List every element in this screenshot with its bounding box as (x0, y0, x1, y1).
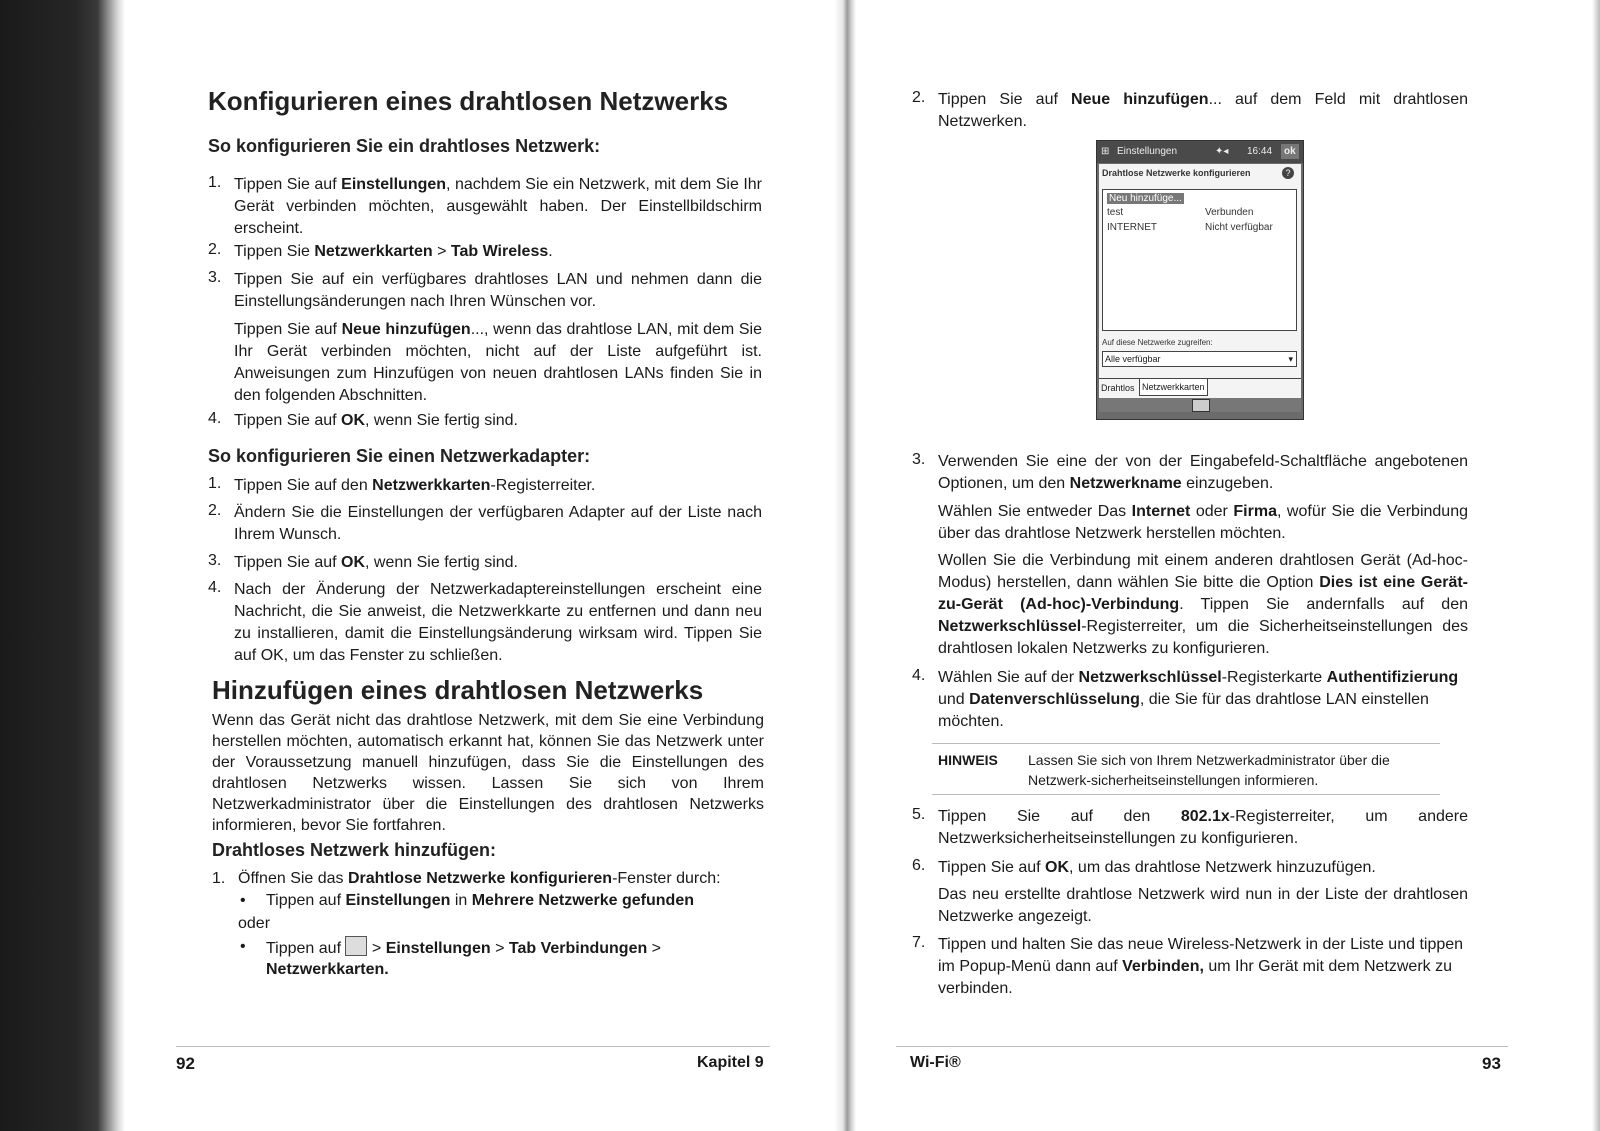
network-name[interactable]: INTERNET (1107, 222, 1157, 233)
paragraph: Das neu erstellte drahtlose Netzwerk wird nun in der Liste der drahtlosen Netzwerke angezeigt. (938, 886, 1468, 925)
page-edge (1592, 0, 1600, 1131)
note-rule-bottom (932, 794, 1440, 795)
page-fold (834, 0, 856, 1131)
access-select[interactable]: Alle verfügbar ▾ (1102, 351, 1297, 367)
list-item: Tippen Sie auf Neue hinzufügen..., wenn das drahtlose LAN, mit dem Sie Ihr Gerät verbinden möchten, nicht auf der Liste aufgeführt ist. Anweisungen zum Hinzufügen von neuen drahtlosen LANs finden Sie in den folgenden Abschnitten. (234, 321, 763, 404)
network-status: Verbunden (1205, 207, 1254, 218)
list-item: 4. Nach der Änderung der Netzwerkadaptereinstellungen erscheint eine Nachricht, die Sie anweist, die Netzwerkkarte zu entfernen und dann neu zu installieren, damit die Einstellungsänderung wirksam wird. Tippen Sie auf OK, um das Fenster zu schließen. (208, 579, 762, 664)
list-item: 2. Tippen Sie auf Neue hinzufügen... auf dem Feld mit drahtlosen Netzwerken. (912, 89, 1468, 130)
network-name[interactable]: test (1107, 207, 1124, 218)
list-item: 1. Tippen Sie auf den Netzwerkkarten-Registerreiter. (208, 475, 596, 494)
list-item: 6. Tippen Sie auf OK, um das drahtlose Netzwerk hinzuzufügen. (912, 857, 1376, 876)
footer-rule (896, 1046, 1508, 1047)
network-list (1102, 189, 1297, 331)
list-item: 5. Tippen Sie auf den 802.1x-Registerreiter, um andere Netzwerksicherheitseinstellungen zu konfigurieren. (912, 806, 1468, 847)
paragraph: Wählen Sie entweder Das Internet oder Firma, wofür Sie die Verbindung über das drahtlose Netzwerk herstellen möchten. (938, 503, 1468, 542)
footer-rule (176, 1046, 770, 1047)
windows-flag-icon: ⊞ (1101, 146, 1110, 157)
footer-title: Wi-Fi® (910, 1054, 961, 1071)
page-number: 93 (1482, 1054, 1501, 1073)
signal-icon: ✦◂ (1215, 146, 1229, 157)
section-title: Konfigurieren eines drahtlosen Netzwerks (208, 86, 729, 116)
intro-paragraph: Wenn das Gerät nicht das drahtlose Netzwerk, mit dem Sie eine Verbindung herstellen möchten, automatisch erkannt hat, können Sie das Netzwerk unter der Voraussetzung manuell hinzufügen, dass Sie die Einstellungen des drahtlosen Netzwerks wissen. Lassen Sie sich von Ihrem Netzwerkadministrator über die Einstellungen des drahtlosen Netzwerks informieren, bevor Sie fortfahren. (212, 712, 764, 834)
screen-title: Einstellungen (1117, 146, 1178, 157)
tab-drahtlos[interactable]: Drahtlos (1101, 383, 1135, 393)
list-item: 4. Wählen Sie auf der Netzwerkschlüssel-Registerkarte Authentifizierung und Datenverschlüsselung, die Sie für das drahtlose LAN einstellen möchten. (912, 667, 1459, 730)
screen-titlebar (1097, 141, 1303, 163)
tab-bar (1099, 378, 1301, 399)
list-item: 2. Ändern Sie die Einstellungen der verfügbaren Adapter auf der Liste nach Ihrem Wunsch. (208, 502, 762, 543)
list-item: 2. Tippen Sie Netzwerkkarten > Tab Wireless. (208, 241, 553, 260)
subsection-title: So konfigurieren Sie einen Netzwerkadapter: (208, 446, 591, 466)
note-rule-top (932, 743, 1440, 744)
screen-header: Drahtlose Netzwerke konfigurieren (1102, 168, 1251, 178)
list-item: 1. Tippen Sie auf Einstellungen, nachdem Sie ein Netzwerk, mit dem Sie Ihr Gerät verbinden möchten, ausgewählt haben. Der Einstellbildschirm erscheint. (208, 174, 762, 237)
clock: 16:44 (1247, 146, 1273, 157)
add-new-button[interactable]: Neu hinzufüge... (1109, 193, 1182, 204)
paragraph: Wollen Sie die Verbindung mit einem anderen drahtlosen Gerät (Ad-hoc-Modus) herstellen, dann wählen Sie bitte die Option Dies ist eine Gerät-zu-Gerät (Ad-hoc)-Verbindung. Tippen Sie andernfalls auf den Netzwerkschlüssel-Registerreiter, um die Sicherheitseinstellungen des drahtlosen lokalen Netzwerks zu konfigurieren. (938, 552, 1468, 657)
book-spine-shadow (0, 0, 125, 1131)
section-title: Hinzufügen eines drahtlosen Netzwerks (212, 675, 704, 705)
list-item: Tippen auf Einstellungen in Mehrere Netzwerke gefunden (266, 892, 694, 909)
ok-button[interactable]: ok (1281, 144, 1299, 159)
list-item: 3. Verwenden Sie eine der von der Eingabefeld-Schaltfläche angebotenen Optionen, um den Netzwerkname einzugeben. (912, 451, 1468, 492)
list-item: 3. Tippen Sie auf OK, wenn Sie fertig sind. (208, 552, 518, 571)
subsection-title: So konfigurieren Sie ein drahtloses Netzwerk: (208, 136, 601, 156)
list-item: 7. Tippen und halten Sie das neue Wireless-Netzwerk in der Liste und tippen im Popup-Menü dann auf Verbinden, um Ihr Gerät mit dem Netzwerk zu verbinden. (912, 934, 1464, 997)
subsection-title: Drahtloses Netzwerk hinzufügen: (212, 840, 497, 860)
list-item: oder (238, 915, 271, 932)
list-item-number: 1. (212, 870, 226, 887)
tab-netzwerkkarten[interactable]: Netzwerkkarten (1139, 379, 1208, 396)
list-item: Öffnen Sie das Drahtlose Netzwerke konfigurieren-Fenster durch: (238, 870, 721, 887)
chevron-down-icon: ▾ (1288, 354, 1293, 364)
list-item: 3. Tippen Sie auf ein verfügbares drahtloses LAN und nehmen dann die Einstellungsänderungen nach Ihren Wünschen vor. (208, 269, 762, 310)
start-menu-icon (345, 936, 367, 956)
network-status: Nicht verfügbar (1205, 222, 1273, 233)
page-number: 92 (176, 1054, 195, 1073)
note-text: Lassen Sie sich von Ihrem Netzwerkadministrator über die Netzwerk-sicherheitseinstellungen informieren. (1028, 752, 1390, 788)
list-item: Tippen auf > Einstellungen > Tab Verbindungen > (266, 936, 762, 960)
keyboard-icon[interactable] (1192, 399, 1210, 412)
bullet: • (240, 938, 246, 955)
help-icon[interactable]: ? (1282, 167, 1294, 179)
screen-body (1099, 164, 1301, 412)
list-item: 4. Tippen Sie auf OK, wenn Sie fertig sind. (208, 410, 518, 429)
bullet: • (240, 892, 246, 909)
note-label: HINWEIS (938, 752, 998, 768)
chapter-label: Kapitel 9 (697, 1054, 764, 1071)
list-item: Netzwerkkarten. (266, 961, 389, 978)
device-screenshot (1096, 140, 1304, 420)
menu-bar (1099, 398, 1301, 412)
access-label: Auf diese Netzwerke zugreifen: (1102, 338, 1213, 347)
